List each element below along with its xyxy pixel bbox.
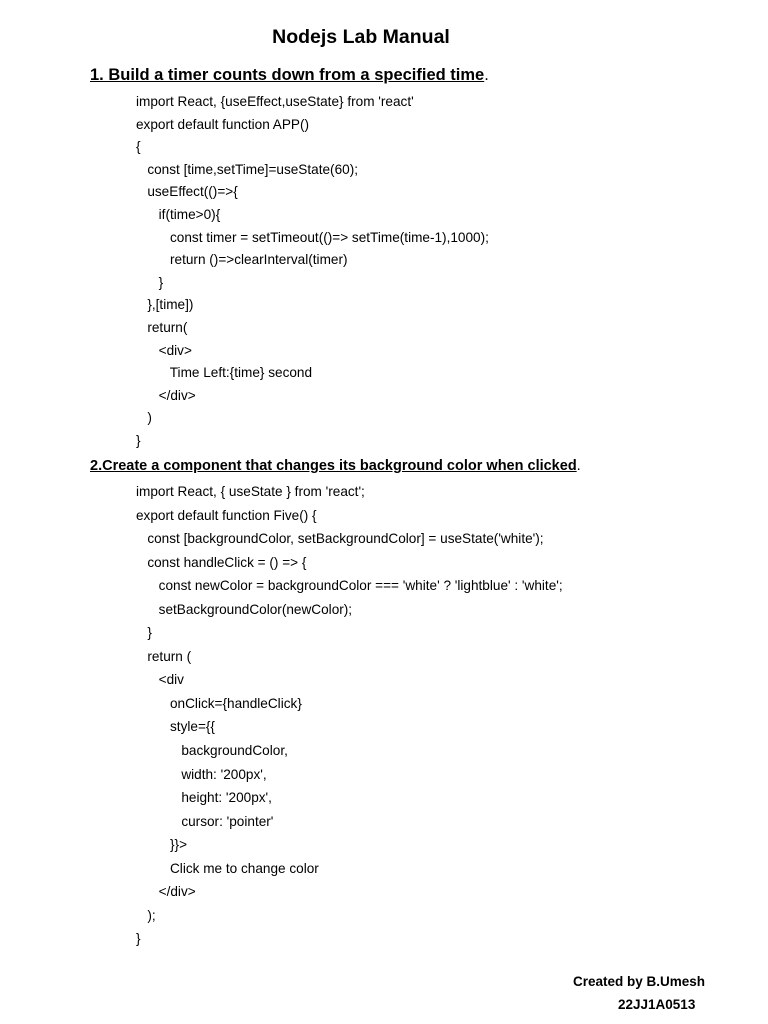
- code-line: cursor: 'pointer': [136, 813, 274, 829]
- author-credit: Created by B.Umesh: [573, 974, 706, 989]
- code-line: onClick={handleClick}: [136, 695, 302, 711]
- code-line: import React, {useEffect,useState} from 'react': [136, 94, 414, 109]
- code-line: const timer = setTimeout(()=> setTime(time-1),1000);: [136, 229, 489, 245]
- code-line: backgroundColor,: [136, 743, 288, 759]
- code-line: useEffect(()=>{: [136, 184, 238, 200]
- code-line: import React, { useState } from 'react';: [136, 484, 365, 499]
- code-line: height: '200px',: [136, 790, 272, 806]
- code-line: </div>: [136, 884, 196, 900]
- code-line: return (: [136, 648, 192, 664]
- code-line: if(time>0){: [136, 206, 221, 222]
- code-line: Click me to change color: [136, 860, 319, 876]
- code-line: }: [136, 931, 141, 947]
- code-line: style={{: [136, 719, 215, 735]
- code-line: export default function APP(): [136, 116, 310, 132]
- code-line: }: [136, 274, 164, 290]
- section-2-heading: [90, 458, 581, 474]
- code-line: <div: [136, 672, 184, 688]
- code-line: Time Left:{time} second: [136, 365, 313, 381]
- code-line: <div>: [136, 342, 192, 358]
- code-line: },[time]): [136, 297, 194, 313]
- code-line: </div>: [136, 387, 196, 403]
- section-1-heading: [90, 66, 489, 85]
- code-line: );: [136, 907, 156, 923]
- code-line: }}>: [136, 837, 188, 853]
- page-title: Nodejs Lab Manual: [272, 26, 450, 48]
- code-line: }: [136, 432, 141, 448]
- code-line: return ()=>clearInterval(timer): [136, 252, 348, 268]
- author-roll-number: 22JJ1A0513: [618, 997, 696, 1012]
- code-line: setBackgroundColor(newColor);: [136, 601, 353, 617]
- code-line: const handleClick = () => {: [136, 554, 307, 570]
- section-1-heading-period: .: [484, 66, 489, 84]
- code-line: ): [136, 410, 152, 426]
- section-2-heading-text: 2.Create a component that changes its background color when clicked: [90, 458, 577, 474]
- code-line: return(: [136, 319, 188, 335]
- code-line: export default function Five() {: [136, 507, 317, 523]
- code-line: }: [136, 625, 152, 641]
- section-1-code-block: [136, 91, 489, 453]
- code-line: const [time,setTime]=useState(60);: [136, 161, 358, 177]
- code-line: const newColor = backgroundColor === 'white' ? 'lightblue' : 'white';: [136, 578, 563, 594]
- code-line: {: [136, 139, 141, 155]
- code-line: const [backgroundColor, setBackgroundColor] = useState('white');: [136, 531, 544, 547]
- code-line: width: '200px',: [136, 766, 267, 782]
- section-2-code-block: [136, 480, 563, 951]
- section-2-heading-period: .: [576, 458, 581, 474]
- section-1-heading-text: 1. Build a timer counts down from a specified time: [90, 66, 485, 84]
